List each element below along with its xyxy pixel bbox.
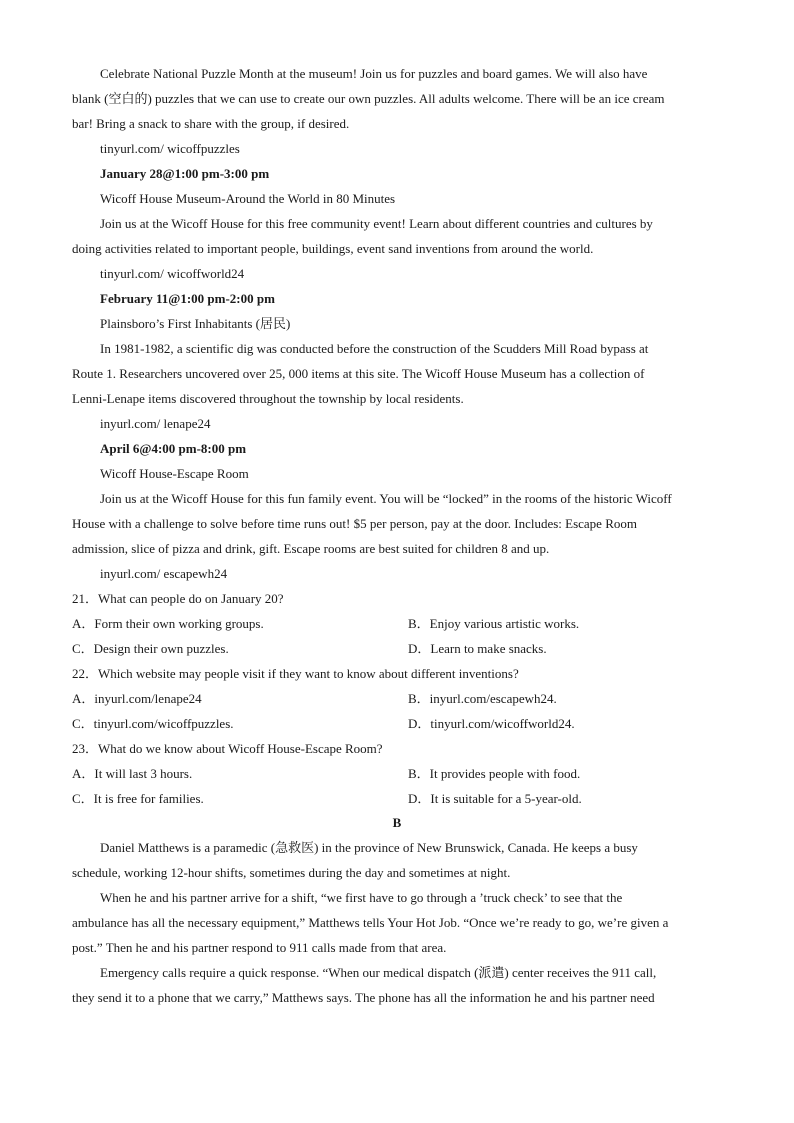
paragraph-line: post.” Then he and his partner respond to 911 calls made from that area.: [72, 940, 447, 955]
event-title: Wicoff House Museum-Around the World in 80 Minutes: [100, 191, 396, 206]
paragraph-line: Emergency calls require a quick response. “When our medical dispatch (派遣) center receives the 911 call,: [100, 965, 657, 980]
paragraph-line: House with a challenge to solve before time runs out! $5 per person, pay at the door. Includes: Escape Room: [72, 516, 637, 531]
answer-option: D．It is suitable for a 5-year-old.: [408, 791, 582, 806]
event-date: January 28@1:00 pm-3:00 pm: [100, 166, 270, 181]
event-date: February 11@1:00 pm-2:00 pm: [100, 291, 275, 306]
paragraph-line: Route 1. Researchers uncovered over 25, 000 items at this site. The Wicoff House Museum has a collection of: [72, 366, 645, 381]
paragraph-line: Join us at the Wicoff House for this free community event! Learn about different countries and cultures by: [100, 216, 653, 231]
paragraph-line: ambulance has all the necessary equipment,” Matthews tells Your Hot Job. “Once we’re ready to go, we’re given a: [72, 915, 669, 930]
event-link: inyurl.com/ lenape24: [100, 416, 211, 431]
paragraph-line: Lenni-Lenape items discovered throughout the township by local residents.: [72, 391, 464, 406]
event-link: tinyurl.com/ wicoffpuzzles: [100, 141, 240, 156]
answer-option: A．Form their own working groups.: [72, 616, 264, 631]
answer-option: A．It will last 3 hours.: [72, 766, 193, 781]
answer-option: C．It is free for families.: [72, 791, 204, 806]
paragraph-line: In 1981-1982, a scientific dig was conducted before the construction of the Scudders Mill Road bypass at: [100, 341, 649, 356]
event-date: April 6@4:00 pm-8:00 pm: [100, 441, 247, 456]
answer-option: C．tinyurl.com/wicoffpuzzles.: [72, 716, 234, 731]
section-heading: B: [392, 815, 402, 830]
paragraph-line: admission, slice of pizza and drink, gift. Escape rooms are best suited for children 8 and up.: [72, 541, 550, 556]
paragraph-line: When he and his partner arrive for a shift, “we first have to go through a ’truck check’ to see that the: [100, 890, 623, 905]
question-stem: 22．Which website may people visit if they want to know about different inventions?: [72, 666, 519, 681]
paragraph-line: Join us at the Wicoff House for this fun family event. You will be “locked” in the rooms of the historic Wicoff: [100, 491, 672, 506]
paragraph-line: doing activities related to important people, buildings, event sand inventions from around the world.: [72, 241, 594, 256]
answer-option: C．Design their own puzzles.: [72, 641, 229, 656]
paragraph-line: they send it to a phone that we carry,” Matthews says. The phone has all the information he and his partner need: [72, 990, 655, 1005]
paragraph-line: Celebrate National Puzzle Month at the museum! Join us for puzzles and board games. We will also have: [100, 66, 648, 81]
question-stem: 21．What can people do on January 20?: [72, 591, 284, 606]
answer-option: B．inyurl.com/escapewh24.: [408, 691, 557, 706]
paragraph-line: bar! Bring a snack to share with the group, if desired.: [72, 116, 350, 131]
answer-option: A．inyurl.com/lenape24: [72, 691, 202, 706]
answer-option: D．Learn to make snacks.: [408, 641, 547, 656]
event-link: tinyurl.com/ wicoffworld24: [100, 266, 245, 281]
answer-option: B．Enjoy various artistic works.: [408, 616, 580, 631]
question-stem: 23．What do we know about Wicoff House-Escape Room?: [72, 741, 383, 756]
event-title: Wicoff House-Escape Room: [100, 466, 249, 481]
answer-option: D．tinyurl.com/wicoffworld24.: [408, 716, 575, 731]
event-link: inyurl.com/ escapewh24: [100, 566, 228, 581]
paragraph-line: schedule, working 12-hour shifts, sometimes during the day and sometimes at night.: [72, 865, 511, 880]
paragraph-line: Daniel Matthews is a paramedic (急救医) in the province of New Brunswick, Canada. He keeps a busy: [100, 840, 638, 855]
paragraph-line: blank (空白的) puzzles that we can use to create our own puzzles. All adults welcome. There will be an ice cream: [72, 91, 665, 106]
event-title: Plainsboro’s First Inhabitants (居民): [100, 316, 291, 331]
answer-option: B．It provides people with food.: [408, 766, 581, 781]
